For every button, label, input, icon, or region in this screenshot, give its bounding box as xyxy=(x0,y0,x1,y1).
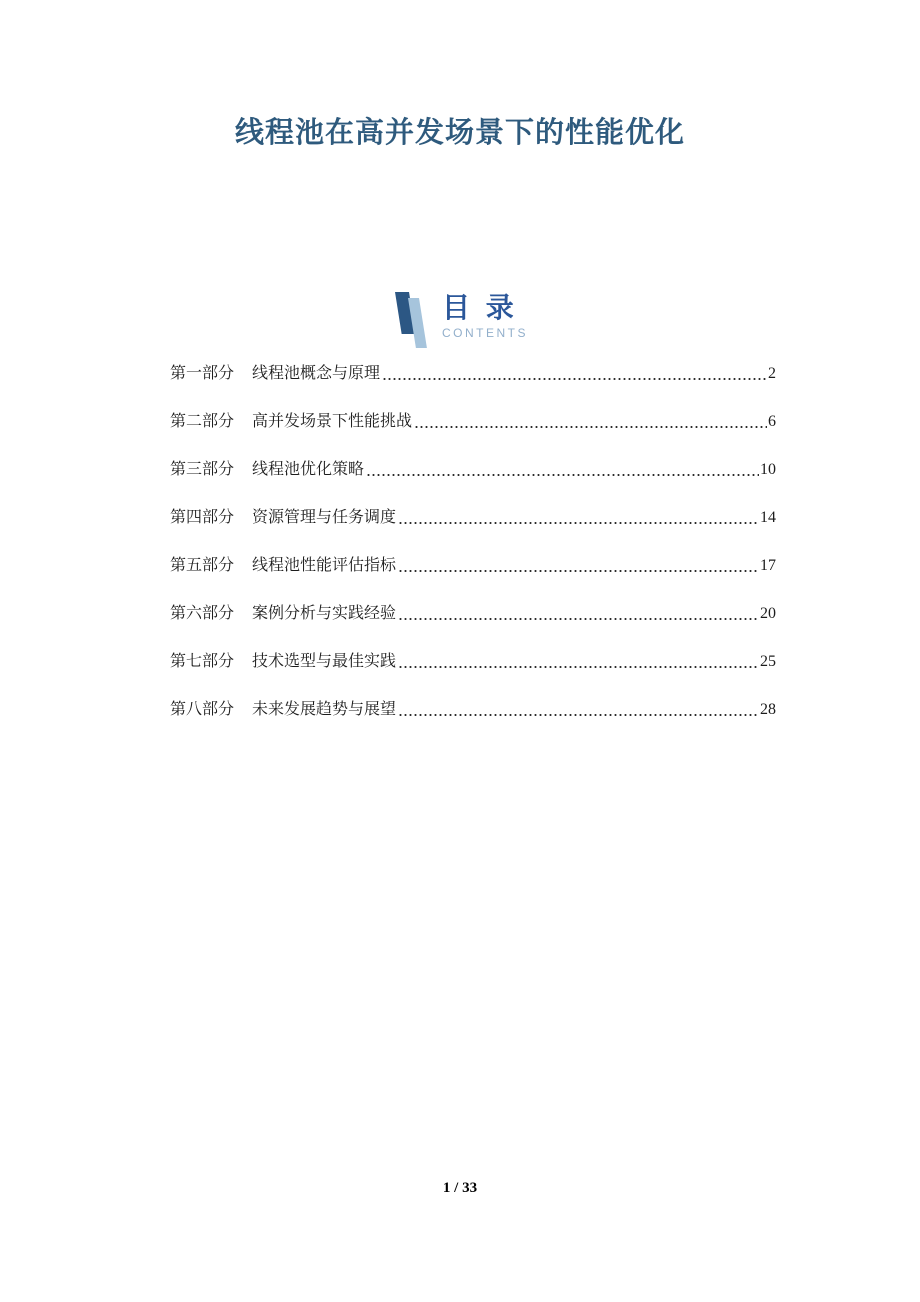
toc-entry-4[interactable] xyxy=(170,507,776,528)
toc-part-label: 第八部分 xyxy=(170,701,235,718)
toc-subheading: CONTENTS xyxy=(442,326,528,340)
toc-page-number: 6 xyxy=(768,413,776,430)
toc-entry-7[interactable] xyxy=(170,651,776,672)
toc-entry-title: 线程池性能评估指标 xyxy=(252,557,397,574)
toc-page-number: 28 xyxy=(760,701,776,718)
toc-page-number: 2 xyxy=(768,365,776,382)
toc-part-label: 第七部分 xyxy=(170,653,235,670)
toc-page-number: 10 xyxy=(760,461,776,478)
toc-part-label: 第二部分 xyxy=(170,413,235,430)
toc-dot-leader xyxy=(382,377,767,381)
toc-part-label: 第六部分 xyxy=(170,605,235,622)
toc-dot-leader xyxy=(398,713,759,717)
toc-dot-leader xyxy=(398,665,759,669)
toc-page-number: 20 xyxy=(760,605,776,622)
toc-entry-title: 高并发场景下性能挑战 xyxy=(252,413,413,430)
toc-dot-leader xyxy=(398,617,759,621)
toc-entry-8[interactable] xyxy=(170,699,776,720)
document-title: 线程池在高并发场景下的性能优化 xyxy=(234,117,685,149)
toc-entry-2[interactable] xyxy=(170,411,776,432)
toc-dot-leader xyxy=(366,473,759,477)
page-number: 1 / 33 xyxy=(442,1180,478,1196)
toc-header xyxy=(0,290,920,352)
toc-part-label: 第四部分 xyxy=(170,509,235,526)
toc-entry-5[interactable] xyxy=(170,555,776,576)
toc-entry-title: 资源管理与任务调度 xyxy=(252,509,397,526)
toc-entry-title: 未来发展趋势与展望 xyxy=(252,701,397,718)
toc-part-label: 第三部分 xyxy=(170,461,235,478)
toc-logo-icon xyxy=(392,290,432,352)
toc-page-number: 14 xyxy=(760,509,776,526)
toc-entry-title: 线程池概念与原理 xyxy=(252,365,381,382)
toc-part-label: 第一部分 xyxy=(170,365,235,382)
toc-part-label: 第五部分 xyxy=(170,557,235,574)
toc-page-number: 25 xyxy=(760,653,776,670)
page-footer xyxy=(0,1180,920,1197)
toc-heading: 目 录 xyxy=(442,292,518,323)
toc-entry-title: 技术选型与最佳实践 xyxy=(252,653,397,670)
toc-dot-leader xyxy=(398,569,759,573)
toc-entry-3[interactable] xyxy=(170,459,776,480)
toc-entry-title: 线程池优化策略 xyxy=(252,461,365,478)
toc-dot-leader xyxy=(398,521,759,525)
toc-entry-1[interactable] xyxy=(170,363,776,384)
toc-entry-6[interactable] xyxy=(170,603,776,624)
toc-page-number: 17 xyxy=(760,557,776,574)
toc-header-text xyxy=(442,290,528,341)
toc-entry-title: 案例分析与实践经验 xyxy=(252,605,397,622)
toc-dot-leader xyxy=(414,425,767,429)
toc-list xyxy=(170,363,776,720)
